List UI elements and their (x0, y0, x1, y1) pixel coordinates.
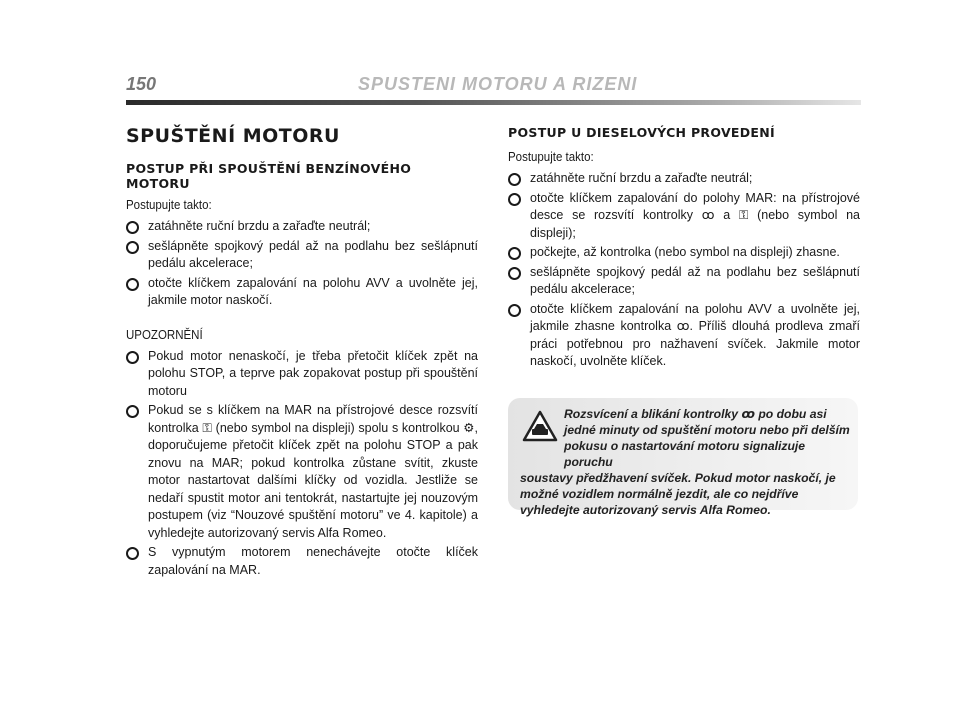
left-column (126, 125, 478, 581)
diesel-intro: Postupujte takto: (508, 150, 594, 164)
bullet-icon (126, 405, 139, 418)
warning-text-full: soustavy předžhavení svíček. Pokud motor naskočí, je možné vozidlem normálně jezdit, ale co nejdříve vyhledejte autorizovaný servis Alfa Romeo. (520, 471, 836, 517)
diesel-procedure-heading: POSTUP U DIESELOVÝCH PROVEDENÍ (508, 125, 775, 140)
notice-list (126, 348, 478, 580)
list-item: Pokud motor nenaskočí, je třeba přetočit klíček zpět na polohu STOP, a teprve pak zopakovat postup při spouštění motoru (126, 348, 478, 401)
bullet-icon (508, 247, 521, 260)
petrol-intro: Postupujte takto: (126, 198, 212, 212)
list-item: otočte klíčkem zapalování na polohu AVV a uvolněte jej, jakmile motor naskočí. (126, 275, 478, 310)
list-item: počkejte, až kontrolka (nebo symbol na displeji) zhasne. (508, 244, 860, 262)
header-rule (126, 100, 861, 105)
list-item: otočte klíčkem zapalování do polohy MAR: na přístrojové desce se rozsvítí kontrolky ꝏ a ⚿ (nebo symbol na displeji); (508, 190, 860, 243)
list-item: sešlápněte spojkový pedál až na podlahu bez sešlápnutí pedálu akcelerace; (508, 264, 860, 299)
bullet-icon (508, 193, 521, 206)
list-item: zatáhněte ruční brzdu a zařaďte neutrál; (126, 218, 478, 236)
notice-label: UPOZORNĚNÍ (126, 327, 203, 342)
bullet-icon (126, 547, 139, 560)
list-item: otočte klíčkem zapalování na polohu AVV a uvolněte jej, jakmile zhasne kontrolka ꝏ. Příliš dlouhá prodleva zmaří práci potřebnou pro nažhavení svíček. Jakmile motor naskočí, uvolněte klíček. (508, 301, 860, 371)
bullet-icon (508, 304, 521, 317)
bullet-icon (126, 278, 139, 291)
bullet-icon (508, 267, 521, 280)
petrol-procedure-heading: POSTUP PŘI SPOUŠTĚNÍ BENZÍNOVÉHO MOTORU (126, 161, 412, 191)
page-number: 150 (126, 74, 157, 94)
warning-text-indented: Rozsvícení a blikání kontrolky ꝏ po dobu asi jedné minuty od spuštění motoru nebo při delším pokusu o nastartování motoru signalizuje poruchu (564, 407, 850, 469)
list-item: Pokud se s klíčkem na MAR na přístrojové desce rozsvítí kontrolka ⚿ (nebo symbol na displeji) spolu s kontrolkou ⚙, doporučujeme přetočit klíček zpět na polohu STOP a pak znovu na MAR; pokud kontrolka zůstane svítit, zkuste motor nastartovat dalšími klíčky od vozidla. Jestliže se nedaří spustit motor ani tentokrát, nastartujte jej nouzovým postupem (viz “Nouzové spuštění motoru” ve 4. kapitole) a vyhledejte autorizovaný servis Alfa Romeo. (126, 402, 478, 542)
bullet-icon (508, 173, 521, 186)
list-item: S vypnutým motorem nenechávejte otočte klíček zapalování na MAR. (126, 544, 478, 579)
bullet-icon (126, 351, 139, 364)
bullet-icon (126, 221, 139, 234)
bullet-icon (126, 241, 139, 254)
warning-text (520, 406, 850, 518)
diesel-steps-list (508, 170, 860, 371)
chapter-title: SPUSTENI MOTORU A RIZENI (358, 74, 638, 94)
section-heading: SPUŠTĚNÍ MOTORU (126, 125, 340, 147)
page-header (126, 70, 861, 110)
petrol-steps-list (126, 218, 478, 310)
warning-box (508, 398, 858, 517)
list-item: zatáhněte ruční brzdu a zařaďte neutrál; (508, 170, 860, 188)
list-item: sešlápněte spojkový pedál až na podlahu bez sešlápnutí pedálu akcelerace; (126, 238, 478, 273)
right-column (508, 125, 860, 373)
